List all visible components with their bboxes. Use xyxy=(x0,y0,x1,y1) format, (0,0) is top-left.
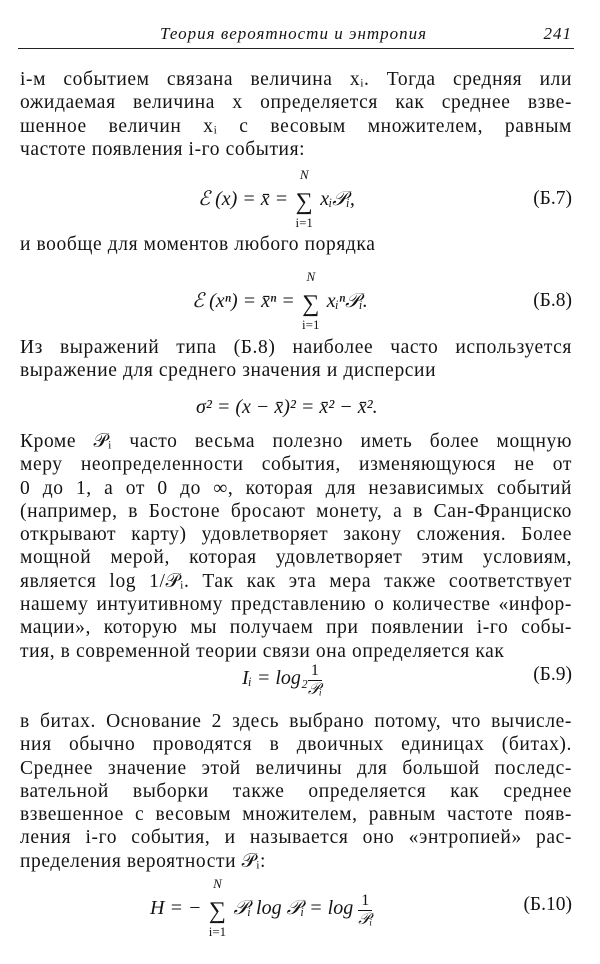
text-line: Из выражений типа (Б.8) наиболее часто используется xyxy=(20,337,572,358)
equation-tag-b10: (Б.10) xyxy=(523,894,572,915)
equation-tag-b9: (Б.9) xyxy=(533,664,572,685)
equation-b10 xyxy=(20,876,572,939)
text-line: i-м событием связана величина xᵢ. Тогда средняя или xyxy=(20,69,572,90)
summation-icon: ∑ N i=1 xyxy=(293,189,315,216)
text-line: нашему интуитивному представлению о количестве «инфор- xyxy=(20,594,572,616)
text-line: Кроме 𝒫ᵢ часто весьма полезно иметь более мощную xyxy=(20,431,572,452)
eq-b9-left: Iᵢ = log₂ xyxy=(242,667,308,689)
equation-tag-b7: (Б.7) xyxy=(533,188,572,209)
text-line: тия, в современной теории связи она определяется как xyxy=(20,640,505,662)
text-line: ления i-го события, и называется оно «энтропией» рас- xyxy=(20,827,572,849)
text-line: меру неопределенности события, изменяющуюся не от xyxy=(20,454,572,476)
paragraph-2 xyxy=(20,233,572,256)
running-header xyxy=(18,22,574,49)
paragraph-5 xyxy=(20,710,572,873)
text-line: и вообще для моментов любого порядка xyxy=(20,234,376,255)
paragraph-3 xyxy=(20,336,572,383)
equation-variance xyxy=(20,392,572,422)
running-title: Теория вероятности и энтропия xyxy=(160,24,428,43)
fraction-numerator: 1 xyxy=(358,892,372,911)
text-line: пределения вероятности 𝒫ᵢ: xyxy=(20,850,267,872)
summation-icon: ∑ N i=1 xyxy=(300,291,322,318)
fraction-numerator: 1 xyxy=(308,662,322,681)
fraction xyxy=(308,662,322,699)
sum-lower: i=1 xyxy=(208,924,227,939)
variance-formula: σ² = (x − x̄)² = x̄² − x̄². xyxy=(196,396,378,418)
text-line: ожидаемая величина x определяется как среднее взве- xyxy=(20,92,572,114)
paragraph-1 xyxy=(20,68,572,161)
text-line: ния обычно проводятся в двоичных единицах (битах). xyxy=(20,734,572,756)
text-line: 0 до 1, а от 0 до ∞, которая для независимых событий xyxy=(20,477,572,499)
summation-icon: ∑ N i=1 xyxy=(206,898,228,925)
text-line: выражение для среднего значения и дисперсии xyxy=(20,360,437,382)
eq-b8-left: ℰ (xⁿ) = x̄ⁿ = xyxy=(192,290,300,312)
sum-upper: N xyxy=(299,167,309,182)
eq-b8-right: xᵢⁿ𝒫ᵢ. xyxy=(321,290,368,312)
text-line: является log 1/𝒫ᵢ. Так как эта мера также соответствует xyxy=(20,570,572,592)
equation-b7 xyxy=(20,167,572,230)
fraction-denominator: 𝒫ᵢ xyxy=(358,911,373,928)
text-line: взвешенное с весовым множителем, равным частоте появ- xyxy=(20,804,572,826)
text-line: (например, в Бостоне бросают монету, а в Сан-Франциско xyxy=(20,500,572,522)
text-line: частоте появления i-го события: xyxy=(20,138,306,160)
text-line: открывают карту) удовлетворяет закону сложения. Более xyxy=(20,524,572,546)
text-line: шенное величин xᵢ с весовым множителем, равным xyxy=(20,115,572,137)
equation-tag-b8: (Б.8) xyxy=(533,290,572,311)
eq-b7-left: ℰ (x) = x̄ = xyxy=(198,188,294,210)
text-line: в битах. Основание 2 здесь выбрано потому, что вычисле- xyxy=(20,711,572,732)
text-line: мации», которую мы получаем при появлении i-го собы- xyxy=(20,617,572,639)
fraction xyxy=(358,892,372,929)
fraction-denominator: 𝒫ᵢ xyxy=(307,681,322,698)
eq-b7-right: xᵢ𝒫ᵢ, xyxy=(315,188,355,210)
text-line: Среднее значение этой величины для большой последс- xyxy=(20,757,572,779)
sum-upper: N xyxy=(306,269,316,284)
page-number: 241 xyxy=(543,24,572,43)
eq-b10-middle: 𝒫ᵢ log 𝒫ᵢ = log xyxy=(228,897,359,919)
equation-b9 xyxy=(20,652,572,698)
text-line: вательной выборки также определяется как среднее xyxy=(20,780,572,802)
sum-lower: i=1 xyxy=(302,317,320,332)
paragraph-4 xyxy=(20,430,572,663)
eq-b10-left: H = − xyxy=(150,897,207,919)
text-line: мощной мерой, которая удовлетворяет этим условиям, xyxy=(20,547,572,569)
sum-upper: N xyxy=(213,876,222,891)
sum-lower: i=1 xyxy=(295,215,313,230)
equation-b8 xyxy=(20,269,572,332)
